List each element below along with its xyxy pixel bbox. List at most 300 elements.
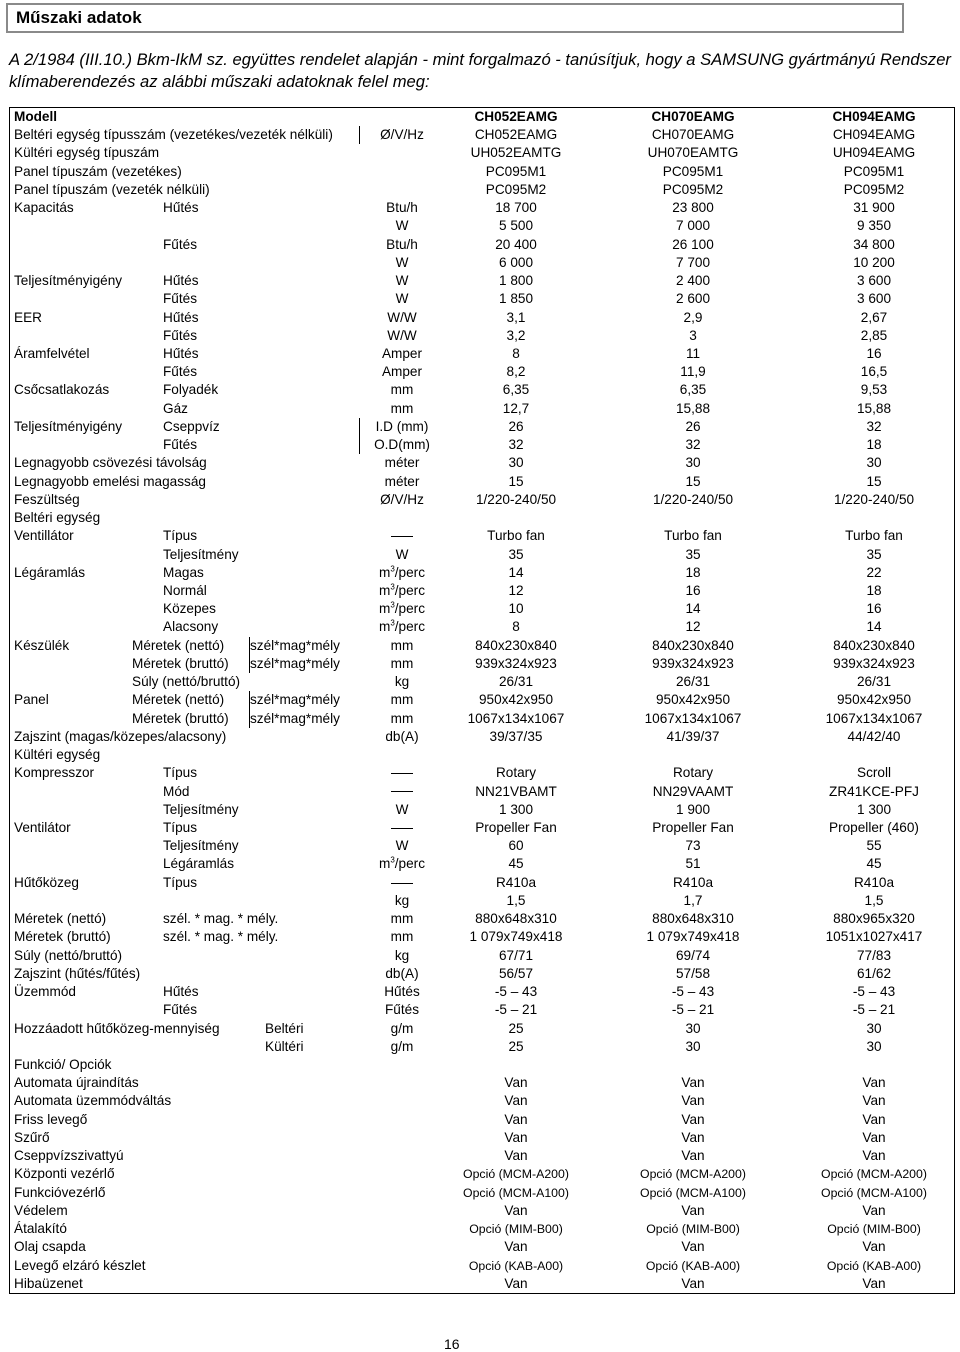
table-row: [10, 418, 954, 436]
value-model-1: -5 – 43: [494, 984, 538, 1000]
row-dimension-label: szél*mag*mély: [250, 637, 340, 653]
row-label: Legnagyobb csövezési távolság: [14, 455, 207, 471]
row-label: Funkcióvezérlő: [14, 1184, 106, 1200]
dimension-divider: [249, 637, 250, 673]
row-sublabel: Fűtés: [163, 437, 197, 453]
unit-cell: db(A): [385, 965, 419, 981]
value-model-3: R410a: [853, 874, 895, 890]
value-model-3: 16: [866, 601, 882, 617]
value-model-2: R410a: [672, 874, 714, 890]
value-model-1: Turbo fan: [487, 528, 545, 544]
row-label: Átalakító: [14, 1221, 67, 1237]
value-model-3: 2,67: [860, 309, 888, 325]
value-model-3: PC095M2: [843, 181, 905, 197]
value-model-1: 5 500: [498, 218, 534, 234]
row-label: Teljesítményigény: [14, 273, 123, 289]
unit-cell: Btu/h: [386, 200, 418, 216]
value-model-1: 25: [508, 1020, 524, 1036]
spec-table: [9, 107, 955, 1294]
row-label: Kapacitás: [14, 200, 74, 216]
value-model-1: 56/57: [498, 965, 534, 981]
value-model-2: 12: [685, 619, 701, 635]
unit-cell: W: [395, 254, 409, 270]
value-model-2: Opció (KAB-A00): [645, 1258, 741, 1273]
value-model-3: Opció (KAB-A00): [826, 1258, 922, 1273]
value-model-3: 939x324x923: [833, 655, 915, 671]
table-row: [10, 254, 954, 272]
value-model-2: 7 700: [675, 254, 711, 270]
value-model-1: CH052EAMG: [474, 127, 558, 143]
value-model-3: 45: [866, 856, 882, 872]
value-model-1: UH052EAMTG: [470, 145, 562, 161]
value-model-3: 14: [866, 619, 882, 635]
value-model-1: -5 – 21: [494, 1002, 538, 1018]
row-sublabel: Közepes: [163, 601, 216, 617]
table-row: [10, 600, 954, 618]
table-row: [10, 1020, 954, 1038]
unit-cell: méter: [384, 455, 420, 471]
row-sublabel: Hűtés: [163, 984, 199, 1000]
table-row: [10, 801, 954, 819]
value-model-3: UH094EAMG: [832, 145, 916, 161]
unit-cell: $m^3$/perc: [378, 618, 425, 635]
value-model-3: 44/42/40: [847, 728, 901, 744]
dash-mark: [391, 773, 413, 774]
table-row: [10, 837, 954, 855]
row-sublabel: Fűtés: [163, 327, 197, 343]
table-row: [10, 454, 954, 472]
row-sublabel: Gáz: [163, 400, 188, 416]
row-label: Hibaüzenet: [14, 1275, 83, 1291]
value-model-2: Rotary: [672, 765, 714, 781]
value-model-1: 12,7: [502, 400, 530, 416]
table-row: [10, 1001, 954, 1019]
value-model-1: 8: [512, 619, 520, 635]
row-dimension-label: szél*mag*mély: [250, 655, 340, 671]
dash-mark: [391, 536, 413, 537]
unit-cell: Fűtés: [385, 1002, 419, 1018]
row-label: Készülék: [14, 637, 70, 653]
value-model-3: 1,5: [864, 892, 884, 908]
table-row: [10, 1184, 954, 1202]
value-model-3: 2,85: [860, 327, 888, 343]
value-model-1: Van: [504, 1111, 528, 1127]
value-model-3: 77/83: [856, 947, 892, 963]
value-model-3: 32: [866, 418, 882, 434]
value-model-3: 30: [866, 1038, 882, 1054]
value-model-2: 26 100: [672, 236, 714, 252]
value-model-3: Opció (MIM-B00): [827, 1222, 921, 1237]
value-model-1: 67/71: [498, 947, 534, 963]
value-model-2: Van: [681, 1129, 705, 1145]
unit-cell: mm: [390, 400, 414, 416]
row-label: Méretek (bruttó): [14, 929, 111, 945]
value-model-1: 8: [512, 346, 520, 361]
table-row: [10, 181, 954, 199]
row-sublabel: Méretek (nettó): [132, 692, 225, 708]
value-model-1: 8,2: [506, 364, 526, 380]
row-sublabel: Hűtés: [163, 309, 199, 325]
table-row: [10, 1111, 954, 1129]
row-sublabel: Típus: [163, 765, 197, 781]
unit-cell: mm: [390, 692, 414, 708]
row-label: Áramfelvétel: [14, 346, 90, 361]
table-row: [10, 1147, 954, 1165]
value-model-1: 6,35: [502, 382, 530, 398]
table-row: [10, 1129, 954, 1147]
value-model-2: 57/58: [675, 965, 711, 981]
value-model-1: 1,5: [506, 892, 526, 908]
value-model-2: 32: [685, 437, 701, 453]
value-model-1: R410a: [495, 874, 537, 890]
value-model-1: Propeller Fan: [475, 820, 557, 835]
value-model-1: 35: [508, 546, 524, 562]
row-sublabel: Kültéri: [265, 1038, 304, 1054]
value-model-2: 30: [685, 1020, 701, 1036]
table-row: [10, 655, 954, 673]
unit-cell: Ø/V/Hz: [380, 127, 424, 143]
table-row: [10, 400, 954, 418]
table-row: [10, 509, 954, 527]
row-label: EER: [14, 309, 42, 325]
row-sublabel: Hűtés: [163, 200, 199, 216]
value-model-1: Opció (MCM-A200): [463, 1167, 569, 1182]
value-model-3: CH094EAMG: [832, 127, 916, 143]
table-row: [10, 710, 954, 728]
table-row: [10, 783, 954, 801]
value-model-1: 3,2: [506, 327, 526, 343]
value-model-2: Turbo fan: [664, 528, 722, 544]
value-model-3: -5 – 21: [852, 1002, 896, 1018]
table-row: [10, 1056, 954, 1074]
value-model-2: 2,9: [683, 309, 703, 325]
value-model-2: 26: [685, 418, 701, 434]
value-model-2: 26/31: [675, 674, 711, 690]
table-row: [10, 691, 954, 709]
row-label: Automata üzemmódváltás: [14, 1093, 172, 1109]
unit-cell: Amper: [381, 364, 423, 380]
row-sublabel: Teljesítmény: [163, 838, 239, 854]
dimension-divider: [249, 691, 250, 727]
value-model-3: 10 200: [853, 254, 895, 270]
value-model-3: 30: [866, 1020, 882, 1036]
row-sublabel: Típus: [163, 874, 197, 890]
value-model-3: Van: [862, 1093, 886, 1109]
value-model-3: 16,5: [860, 364, 888, 380]
value-model-3: 22: [866, 564, 882, 580]
value-model-3: 1 300: [856, 801, 892, 817]
value-model-3: 55: [866, 838, 882, 854]
row-label: Teljesítményigény: [14, 418, 123, 434]
value-model-1: 1 079x749x418: [469, 929, 563, 945]
value-model-2: 1/220-240/50: [652, 491, 734, 507]
table-row: [10, 764, 954, 782]
dash-mark: [391, 883, 413, 884]
row-label: Modell: [14, 109, 58, 124]
value-model-3: -5 – 43: [852, 984, 896, 1000]
value-model-2: 30: [685, 455, 701, 471]
value-model-2: 7 000: [675, 218, 711, 234]
table-row: [10, 491, 954, 509]
value-model-2: 950x42x950: [655, 692, 731, 708]
row-label: Kültéri egység típuszám: [14, 145, 160, 161]
value-model-1: 32: [508, 437, 524, 453]
row-label: Beltéri egység típusszám (vezetékes/vezeték nélküli): [14, 127, 333, 143]
value-model-3: CH094EAMG: [832, 109, 916, 124]
unit-cell: W: [395, 838, 409, 854]
value-model-2: Van: [681, 1202, 705, 1218]
table-row: [10, 874, 954, 892]
unit-cell: mm: [390, 637, 414, 653]
value-model-2: 69/74: [675, 947, 711, 963]
value-model-2: 11,9: [680, 364, 706, 380]
value-model-2: 1067x134x1067: [644, 710, 742, 726]
table-row: [10, 1220, 954, 1238]
unit-cell: Hűtés: [384, 984, 420, 1000]
value-model-2: 1 900: [675, 801, 711, 817]
value-model-1: PC095M1: [485, 163, 547, 179]
value-model-2: PC095M2: [662, 181, 724, 197]
value-model-1: 6 000: [498, 254, 534, 270]
value-model-1: 840x230x840: [475, 637, 557, 653]
row-label: Súly (nettó/bruttó): [14, 947, 123, 963]
dash-mark: [391, 828, 413, 829]
row-label: Hűtőközeg: [14, 874, 79, 890]
table-row: [10, 1092, 954, 1110]
value-model-1: 880x648x310: [475, 911, 557, 927]
value-model-2: Propeller Fan: [652, 820, 734, 835]
table-row: [10, 618, 954, 636]
value-model-2: 35: [685, 546, 701, 562]
unit-cell: db(A): [385, 728, 419, 744]
value-model-3: PC095M1: [843, 163, 905, 179]
value-model-1: Van: [504, 1129, 528, 1145]
unit-cell: mm: [390, 710, 414, 726]
value-model-3: 840x230x840: [833, 637, 915, 653]
row-sublabel: Típus: [163, 820, 197, 835]
value-model-1: Opció (MIM-B00): [469, 1222, 563, 1237]
table-row: [10, 345, 954, 363]
unit-cell: W: [395, 218, 409, 234]
unit-cell: $m^3$/perc: [378, 600, 425, 617]
row-label: Panel típuszám (vezeték nélküli): [14, 181, 210, 197]
value-model-1: Van: [504, 1075, 528, 1091]
unit-cell: W: [395, 546, 409, 562]
unit-cell: méter: [384, 473, 420, 489]
table-row: [10, 819, 954, 837]
row-sublabel: Fűtés: [163, 236, 197, 252]
unit-cell: kg: [394, 892, 410, 908]
value-model-2: 11: [685, 346, 701, 361]
value-model-2: Opció (MCM-A200): [640, 1167, 746, 1182]
value-model-2: Opció (MIM-B00): [646, 1222, 740, 1237]
row-label: Méretek (nettó): [14, 911, 107, 927]
section-title: Műszaki adatok: [16, 8, 142, 27]
row-sublabel: Fűtés: [163, 364, 197, 380]
value-model-2: Van: [681, 1093, 705, 1109]
value-model-3: Van: [862, 1202, 886, 1218]
value-model-1: 30: [508, 455, 524, 471]
unit-cell: W: [395, 273, 409, 289]
row-sublabel: Cseppvíz: [163, 418, 220, 434]
value-model-3: Opció (MCM-A200): [821, 1167, 927, 1182]
value-model-3: Van: [862, 1239, 886, 1255]
row-sublabel: Fűtés: [163, 1002, 197, 1018]
value-model-2: 14: [685, 601, 701, 617]
value-model-3: 31 900: [853, 200, 895, 216]
value-model-1: Van: [504, 1093, 528, 1109]
row-label: Ventilátor: [14, 820, 71, 835]
table-row: [10, 272, 954, 290]
value-model-2: 30: [685, 1038, 701, 1054]
value-model-2: 15: [685, 473, 701, 489]
row-dimension-label: szél*mag*mély: [250, 710, 340, 726]
unit-cell: $m^3$/perc: [378, 855, 425, 872]
value-model-3: 15: [866, 473, 882, 489]
value-model-1: 1067x134x1067: [467, 710, 565, 726]
table-row: [10, 1202, 954, 1220]
row-label: Kompresszor: [14, 765, 95, 781]
table-row: [10, 126, 954, 144]
value-model-1: 1 850: [498, 291, 534, 307]
table-row: [10, 1038, 954, 1056]
value-model-1: 18 700: [495, 200, 537, 216]
row-label: Funkció/ Opciók: [14, 1057, 112, 1072]
value-model-2: Van: [681, 1111, 705, 1127]
dash-mark: [391, 791, 413, 792]
row-label: Központi vezérlő: [14, 1166, 115, 1182]
value-model-3: 880x965x320: [833, 911, 915, 927]
value-model-3: Opció (MCM-A100): [821, 1185, 927, 1200]
value-model-3: Turbo fan: [845, 528, 903, 544]
value-model-1: 12: [508, 583, 524, 598]
row-label: Zajszint (magas/közepes/alacsony): [14, 728, 227, 744]
value-model-1: 45: [508, 856, 524, 872]
value-model-2: 3: [689, 327, 697, 343]
table-row: [10, 199, 954, 217]
unit-cell: W/W: [387, 327, 417, 343]
row-sublabel: Méretek (bruttó): [132, 655, 229, 671]
value-model-1: 1 300: [498, 801, 534, 817]
table-row: [10, 1257, 954, 1275]
row-label: Üzemmód: [14, 984, 76, 1000]
value-model-1: 39/37/35: [489, 728, 543, 744]
row-sublabel: Magas: [163, 564, 204, 580]
row-label: Hozzáadott hűtőközeg-mennyiség: [14, 1020, 220, 1036]
table-row: [10, 309, 954, 327]
row-dimension-label: szél*mag*mély: [250, 692, 340, 708]
value-model-3: 9,53: [860, 382, 888, 398]
table-row: [10, 473, 954, 491]
unit-cell: kg: [394, 674, 410, 690]
value-model-3: 18: [866, 437, 882, 453]
value-model-1: Van: [504, 1148, 528, 1164]
row-sublabel: Típus: [163, 528, 197, 544]
table-row: [10, 217, 954, 235]
value-model-1: 60: [508, 838, 524, 854]
unit-divider: [359, 418, 360, 454]
table-row: [10, 637, 954, 655]
row-label: Olaj csapda: [14, 1239, 86, 1255]
table-row: [10, 527, 954, 545]
unit-cell: $m^3$/perc: [378, 564, 425, 580]
value-model-2: 51: [685, 856, 701, 872]
unit-superscript: 3: [390, 600, 395, 610]
row-sublabel: Méretek (bruttó): [132, 710, 229, 726]
table-row: [10, 965, 954, 983]
value-model-2: Van: [681, 1148, 705, 1164]
value-model-1: 15: [508, 473, 524, 489]
row-sublabel: Teljesítmény: [163, 546, 239, 562]
value-model-3: 34 800: [853, 236, 895, 252]
unit-cell: $m^3$/perc: [378, 582, 425, 598]
row-sublabel: Hűtés: [163, 273, 199, 289]
value-model-3: Van: [862, 1275, 886, 1291]
unit-cell: W: [395, 801, 409, 817]
row-sublabel: szél. * mag. * mély.: [163, 929, 279, 945]
value-model-3: 15,88: [856, 400, 892, 416]
value-model-2: CH070EAMG: [651, 127, 735, 143]
unit-cell: g/m: [390, 1020, 414, 1036]
value-model-2: PC095M1: [662, 163, 724, 179]
row-label: Legnagyobb emelési magasság: [14, 473, 206, 489]
row-label: Friss levegő: [14, 1111, 88, 1127]
value-model-2: 16: [685, 583, 701, 598]
unit-cell: kg: [394, 947, 410, 963]
table-row: [10, 673, 954, 691]
table-row: [10, 910, 954, 928]
intro-text: A 2/1984 (III.10.) Bkm-IkM sz. együttes rendelet alapján - mint forgalmazó - tanúsítjuk, hogy a SAMSUNG gyártmányú Rendszer klímaberendezés az alábbi műszaki adatoknak felel meg:: [9, 50, 951, 91]
value-model-2: 6,35: [679, 382, 707, 398]
row-label: Ventillátor: [14, 528, 74, 544]
row-sublabel: szél. * mag. * mély.: [163, 911, 279, 927]
value-model-2: -5 – 21: [671, 1002, 715, 1018]
value-model-3: Van: [862, 1129, 886, 1145]
unit-cell: g/m: [390, 1038, 414, 1054]
value-model-2: NN29VAAMT: [652, 783, 734, 799]
table-row: [10, 746, 954, 764]
row-sublabel: Hűtés: [163, 346, 199, 361]
row-sublabel: Normál: [163, 583, 207, 598]
value-model-1: 26/31: [498, 674, 534, 690]
table-row: [10, 728, 954, 746]
unit-cell: I.D (mm): [375, 418, 429, 434]
value-model-3: 1051x1027x417: [825, 929, 923, 945]
value-model-1: Opció (MCM-A100): [463, 1185, 569, 1200]
value-model-3: 1067x134x1067: [825, 710, 923, 726]
value-model-3: 1/220-240/50: [833, 491, 915, 507]
row-label: Légáramlás: [14, 564, 86, 580]
value-model-2: Opció (MCM-A100): [640, 1185, 746, 1200]
table-row: [10, 983, 954, 1001]
value-model-3: 30: [866, 455, 882, 471]
value-model-1: NN21VBAMT: [475, 783, 557, 799]
value-model-3: 16: [866, 346, 882, 361]
unit-cell: W: [395, 291, 409, 307]
table-row: [10, 363, 954, 381]
value-model-1: 1 800: [498, 273, 534, 289]
row-sublabel: Súly (nettó/bruttó): [132, 674, 241, 690]
row-sublabel: Légáramlás: [163, 856, 235, 872]
value-model-1: Van: [504, 1239, 528, 1255]
value-model-1: Van: [504, 1202, 528, 1218]
row-sublabel: Folyadék: [163, 382, 219, 398]
row-label: Automata újraindítás: [14, 1075, 139, 1091]
value-model-2: 840x230x840: [652, 637, 734, 653]
value-model-2: 1 079x749x418: [646, 929, 740, 945]
table-row: [10, 855, 954, 873]
table-row: [10, 1165, 954, 1183]
